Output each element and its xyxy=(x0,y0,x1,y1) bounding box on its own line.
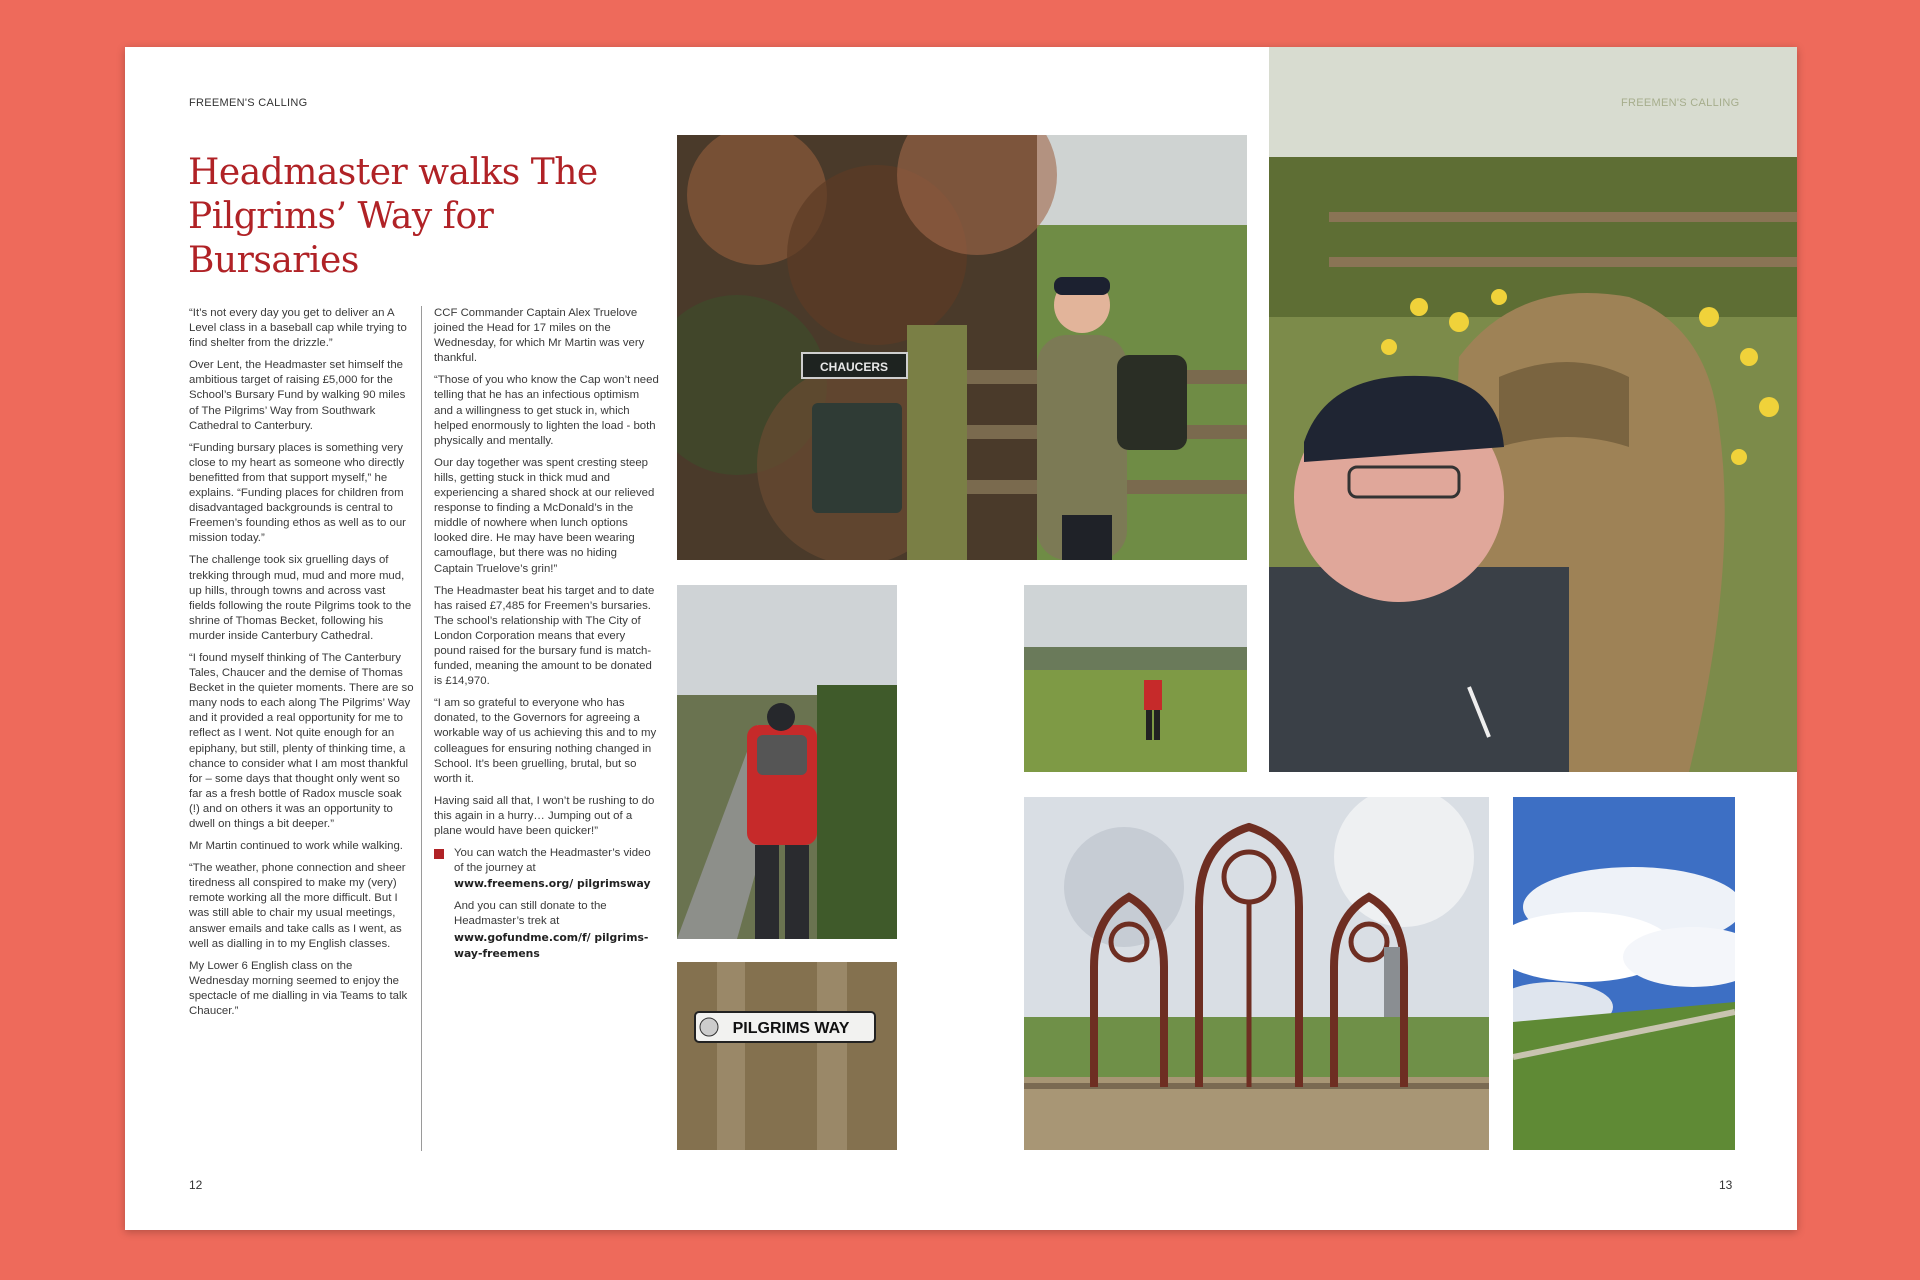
paragraph: The challenge took six gruelling days of trekking through mud, mud and more mud, up hills, through towns and across vast fields following the route Pilgrims took to the shrine of Thomas Becket, following his murder inside Canterbury Cathedral. xyxy=(189,554,412,642)
photo-window-arches xyxy=(1024,797,1489,1150)
callout-donate xyxy=(454,899,659,961)
running-head-right: FREEMEN'S CALLING xyxy=(1621,97,1740,109)
callout-box xyxy=(434,846,659,962)
photo-sky-field xyxy=(1513,797,1735,1150)
paragraph: My Lower 6 English class on the Wednesday morning seemed to enjoy the spectacle of me dialling in via Teams to talk Chaucer.” xyxy=(189,959,408,1018)
paragraph: “The weather, phone connection and sheer tiredness all conspired to make my (very) remote working all the more difficult. But I was still able to chair my usual meetings, answer emails and take calls as I went, as well as dialling in to my English classes. xyxy=(189,862,406,950)
paragraph: The Headmaster beat his target and to date has raised £7,485 for Freemen’s bursaries. The school’s relationship with The City of London Corporation means that every pound raised for the bursary fund is match-funded, meaning the amount to be donated is £14,970. xyxy=(434,584,655,688)
sky-photo-graphic xyxy=(1513,797,1735,1150)
photo-headmaster-at-gate xyxy=(677,135,1247,560)
paragraph: CCF Commander Captain Alex Truelove joined the Head for 17 miles on the Wednesday, for which Mr Martin was very thankful. xyxy=(434,307,645,365)
paragraph: “Funding bursary places is something very close to my heart as someone who directly benefitted from that support myself,” he explains. “Funding places for children from disadvantaged backgrounds is central to Freemen’s founding ethos as well as to our mission today.” xyxy=(189,441,406,545)
paragraph: “I found myself thinking of The Canterbury Tales, Chaucer and the demise of Thomas Becket in the quieter moments. There are so many nods to each along The Pilgrims’ Way and it provided a real opportunity for me to reflect as I went. Not quite enough for an epiphany, but still, plenty of thinking time, a chance to consider what I am most thankful for – some days that thought only went so far as a fresh bottle of Radox muscle soak (!) and on others it was an opportunity to dwell on things a bit deeper.” xyxy=(189,651,414,830)
running-head-left: FREEMEN'S CALLING xyxy=(189,97,308,109)
magazine-spread xyxy=(125,47,1797,1230)
video-link[interactable]: www.freemens.org/ pilgrimsway xyxy=(454,877,651,891)
callout-video-text: You can watch the Headmaster’s video of the journey at xyxy=(454,847,651,875)
red-square-bullet-icon xyxy=(434,849,444,859)
photo-walker-red-backpack xyxy=(677,585,897,939)
paragraph: “It’s not every day you get to deliver an A Level class in a baseball cap while trying to find shelter from the drizzle.” xyxy=(189,307,407,350)
paragraph: “Those of you who know the Cap won’t need telling that he has an infectious optimism and a willingness to get stuck in, which helped enormously to lighten the load - both physically and mentally. xyxy=(434,374,659,447)
signpost-text: PILGRIMS WAY xyxy=(732,1020,850,1037)
gate-photo-graphic xyxy=(677,135,1247,560)
arches-photo-graphic xyxy=(1024,797,1489,1150)
column-divider xyxy=(421,306,422,1151)
hill-photo-graphic xyxy=(1024,585,1247,772)
photo-pilgrims-way-sign xyxy=(677,962,897,1150)
callout-donate-text: And you can still donate to the Headmaster’s trek at xyxy=(454,900,607,928)
article-headline: Headmaster walks The Pilgrims’ Way for Bursaries xyxy=(188,152,598,282)
walker-photo-graphic xyxy=(677,585,897,939)
paragraph: Over Lent, the Headmaster set himself the ambitious target of raising £5,000 for the School’s Bursary Fund by walking 90 miles of The Pilgrims’ Way from Southwark Cathedral to Canterbury. xyxy=(189,359,406,432)
text-column-2 xyxy=(434,306,659,969)
photo-hill-view xyxy=(1024,585,1247,772)
photo-selfie-with-statue xyxy=(1269,47,1797,772)
page-number-left: 12 xyxy=(189,1178,203,1192)
paragraph: Mr Martin continued to work while walking. xyxy=(189,840,403,853)
page-number-right: 13 xyxy=(1719,1178,1733,1192)
callout-video xyxy=(454,846,659,892)
donate-link[interactable]: www.gofundme.com/f/ pilgrims-way-freemens xyxy=(454,930,649,960)
selfie-photo-graphic xyxy=(1269,47,1797,772)
paragraph: Our day together was spent cresting steep hills, getting stuck in thick mud and experiencing a shared shock at our relieved response to finding a McDonald’s in the middle of nowhere when lunch options looked dire. He may have been wearing camouflage, but there was no hiding Captain Truelove’s grin!” xyxy=(434,456,655,575)
paragraph: Having said all that, I won’t be rushing to do this again in a hurry… Jumping out of a plane would have been quicker!” xyxy=(434,794,655,837)
paragraph: “I am so grateful to everyone who has donated, to the Governors for agreeing a workable way of us achieving this and to my colleagues for ensuring nothing changed in School. It’s been gruelling, brutal, but so worth it. xyxy=(434,697,657,785)
gate-sign-text: CHAUCERS xyxy=(819,360,889,374)
signpost-photo-graphic xyxy=(677,962,897,1150)
text-column-1 xyxy=(189,306,414,1026)
